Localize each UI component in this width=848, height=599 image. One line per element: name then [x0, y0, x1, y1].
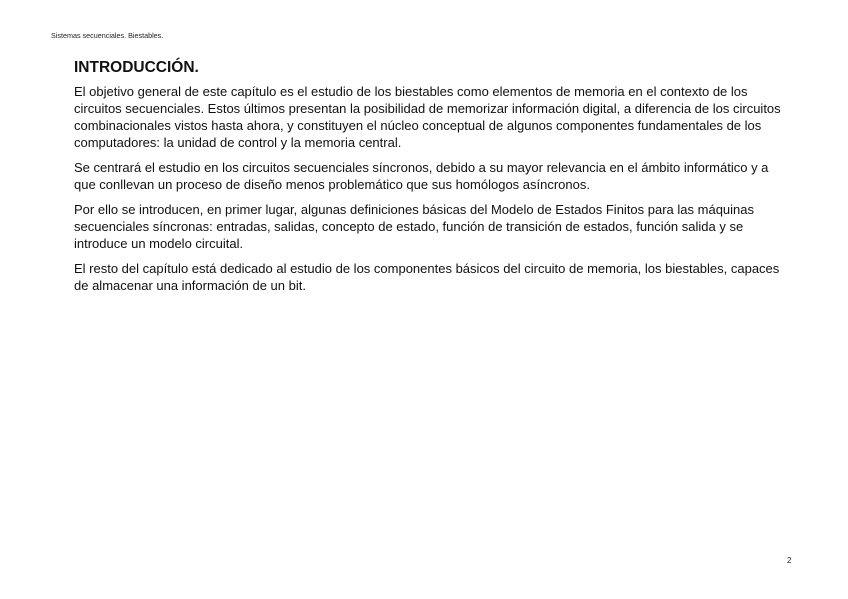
paragraph-3: Por ello se introducen, en primer lugar, algunas definiciones básicas del Modelo de Estados Finitos para las máquinas secuenciales síncronas: entradas, salidas, concepto de estado, función de transición de estados, función salida y se introduce un modelo circuital.: [74, 202, 754, 251]
paragraph-1: El objetivo general de este capítulo es el estudio de los biestables como elementos de memoria en el contexto de los circuitos secuenciales. Estos últimos presentan la posibilidad de memorizar información digital, a diferencia de los circuitos combinacionales vistos hasta ahora, y constituyen el núcleo conceptual de algunos componentes fundamentales de los computadores: la unidad de control y la memoria central.: [74, 84, 781, 150]
document-body: [74, 58, 790, 302]
page-number: 2: [787, 556, 792, 565]
paragraph-2: Se centrará el estudio en los circuitos secuenciales síncronos, debido a su mayor relevancia en el ámbito informático y a que conllevan un proceso de diseño menos problemático que sus homólogos asíncronos.: [74, 160, 769, 192]
running-header: Sistemas secuenciales. Biestables.: [51, 31, 164, 40]
section-title: INTRODUCCIÓN.: [74, 59, 199, 76]
paragraph-4: El resto del capítulo está dedicado al estudio de los componentes básicos del circuito de memoria, los biestables, capaces de almacenar una información de un bit.: [74, 261, 780, 293]
